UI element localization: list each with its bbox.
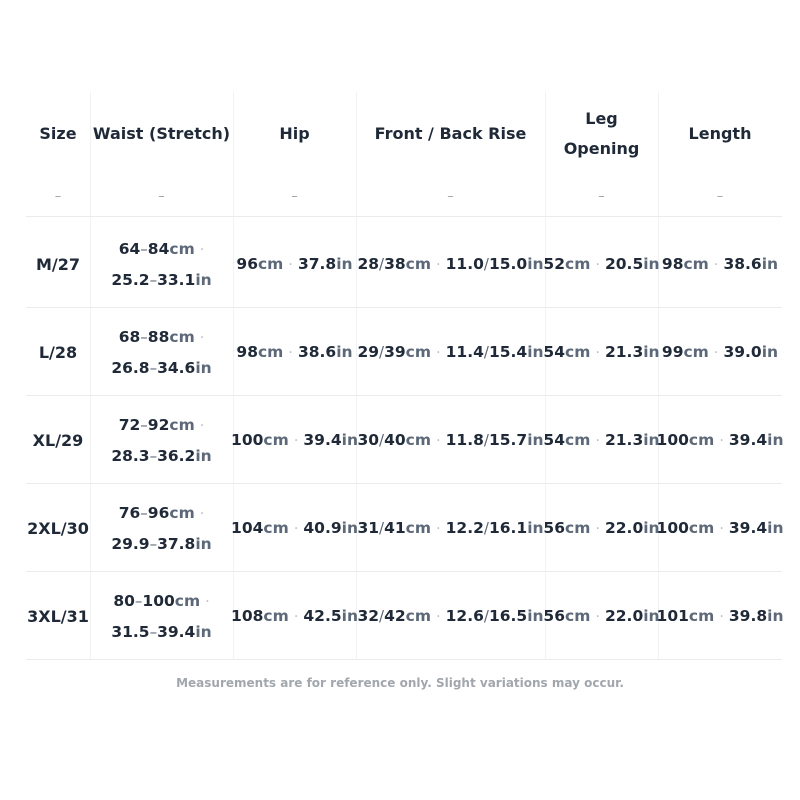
slash: /	[483, 342, 489, 361]
separator-dot: ·	[293, 608, 299, 625]
length-cm: 98	[661, 254, 684, 273]
separator-dot: ·	[436, 432, 441, 449]
header-leg-line2: Opening	[563, 139, 640, 158]
rise-front-in: 12.2	[445, 518, 484, 537]
rise-front-in: 11.8	[445, 430, 484, 449]
unit-cm: cm	[688, 518, 715, 537]
hip-cell	[233, 396, 356, 484]
leg-opening-cell	[545, 572, 658, 660]
header-size: Size	[39, 124, 77, 143]
range-dash: –	[149, 622, 158, 641]
size-cell	[26, 220, 90, 308]
length-cell	[658, 572, 782, 660]
table-row	[26, 220, 782, 308]
rise-back-cm: 38	[384, 254, 406, 273]
rise-back-in: 15.7	[488, 430, 528, 449]
header-waist: Waist (Stretch)	[92, 124, 231, 143]
waist-in-min: 28.3	[111, 446, 150, 465]
rise-cell	[356, 220, 545, 308]
unit-in: in	[767, 430, 784, 449]
header-rise: Front / Back Rise	[374, 124, 527, 143]
unit-in: in	[527, 342, 544, 361]
rise-front-cm: 28	[357, 254, 380, 273]
length-cm: 101	[656, 606, 689, 625]
hip-cm: 108	[231, 606, 264, 625]
unit-in: in	[643, 606, 660, 625]
separator-dot: ·	[293, 432, 299, 449]
hip-in: 42.5	[303, 606, 342, 625]
separator-dot: ·	[595, 608, 600, 625]
slash: /	[379, 518, 385, 537]
slash: /	[379, 254, 385, 273]
slash: /	[379, 606, 385, 625]
length-in: 39.4	[728, 430, 768, 449]
rise-cell	[356, 572, 545, 660]
waist-cell	[90, 484, 233, 572]
table-header	[26, 92, 782, 176]
separator-dot: ·	[713, 344, 719, 361]
size-cell	[26, 484, 90, 572]
waist-cell	[90, 220, 233, 308]
unit-cm: cm	[405, 430, 431, 449]
separator-dot: ·	[436, 256, 441, 273]
size-label: M/27	[35, 254, 81, 274]
unit-cm: cm	[683, 254, 709, 273]
table-row	[26, 396, 782, 484]
header-hip: Hip	[279, 124, 310, 143]
length-cell	[658, 396, 782, 484]
rise-back-cm: 42	[384, 606, 406, 625]
hip-in: 38.6	[297, 342, 337, 361]
unit-cm: cm	[263, 606, 289, 625]
separator-dot: ·	[713, 256, 719, 273]
unit-in: in	[336, 342, 353, 361]
unit-in: in	[643, 430, 660, 449]
range-dash: –	[140, 239, 148, 258]
rise-back-in: 15.4	[488, 342, 528, 361]
separator-dot: ·	[436, 344, 441, 361]
unit-cm: cm	[169, 327, 195, 346]
waist-cm-min: 68	[118, 327, 141, 346]
unit-cm: cm	[257, 342, 284, 361]
header-leg-opening	[545, 92, 658, 176]
rise-back-cm: 40	[384, 430, 406, 449]
waist-cm-min: 64	[118, 239, 141, 258]
unit-in: in	[341, 518, 358, 537]
unit-in: in	[195, 622, 212, 641]
slash: /	[483, 430, 489, 449]
leg-cm: 56	[543, 606, 565, 625]
waist-in-min: 26.8	[111, 358, 150, 377]
leg-in: 22.0	[604, 606, 644, 625]
separator-dot: ·	[205, 593, 210, 610]
unit-in: in	[643, 518, 660, 537]
separator-dot: ·	[595, 256, 600, 273]
size-cell	[26, 572, 90, 660]
unit-cm: cm	[565, 606, 591, 625]
length-cm: 100	[656, 430, 689, 449]
unit-in: in	[643, 342, 660, 361]
leg-cm: 52	[543, 254, 565, 273]
unit-in: in	[527, 254, 544, 273]
rise-back-in: 15.0	[488, 254, 528, 273]
unit-in: in	[527, 606, 544, 625]
rise-front-cm: 32	[357, 606, 380, 625]
waist-in-max: 33.1	[157, 270, 196, 289]
leg-in: 22.0	[604, 518, 644, 537]
leg-in: 21.3	[604, 342, 644, 361]
separator-dot: ·	[595, 344, 600, 361]
unit-cm: cm	[688, 430, 715, 449]
table-row	[26, 484, 782, 572]
length-in: 39.8	[728, 606, 768, 625]
unit-in: in	[643, 254, 660, 273]
rise-front-cm: 29	[357, 342, 380, 361]
range-dash: –	[149, 358, 158, 377]
row-divider	[26, 659, 782, 660]
separator-dot: ·	[199, 329, 205, 346]
slash: /	[483, 606, 489, 625]
separator-dot: ·	[436, 520, 441, 537]
unit-in: in	[195, 446, 212, 465]
rise-cell	[356, 396, 545, 484]
leg-cm: 54	[543, 342, 565, 361]
footnote: Measurements are for reference only. Slight variations may occur.	[176, 676, 624, 690]
leg-in: 20.5	[604, 254, 644, 273]
dash-placeholder: –	[158, 188, 165, 204]
unit-in: in	[195, 358, 212, 377]
size-cell	[26, 396, 90, 484]
size-label: 3XL/31	[27, 606, 89, 626]
leg-cm: 56	[543, 518, 565, 537]
waist-cell	[90, 396, 233, 484]
hip-cm: 96	[236, 254, 258, 273]
rise-front-in: 11.0	[445, 254, 484, 273]
separator-dot: ·	[288, 344, 293, 361]
slash: /	[483, 518, 489, 537]
dash-placeholder: –	[447, 188, 454, 204]
range-dash: –	[140, 415, 148, 434]
size-label: XL/29	[32, 430, 84, 450]
header-divider	[26, 216, 782, 217]
leg-opening-cell	[545, 308, 658, 396]
dash-placeholder: –	[716, 188, 724, 204]
rise-back-cm: 39	[384, 342, 406, 361]
waist-cm-max: 88	[147, 327, 170, 346]
length-cm: 99	[661, 342, 684, 361]
length-in: 38.6	[723, 254, 762, 273]
leg-cm: 54	[543, 430, 565, 449]
unit-in: in	[195, 534, 212, 553]
leg-opening-cell	[545, 396, 658, 484]
slash: /	[379, 430, 385, 449]
waist-cell	[90, 572, 233, 660]
slash: /	[483, 254, 489, 273]
range-dash: –	[134, 591, 143, 610]
unit-in: in	[761, 254, 779, 273]
length-in: 39.0	[723, 342, 762, 361]
length-cell	[658, 484, 782, 572]
unit-cm: cm	[688, 606, 715, 625]
slash: /	[379, 342, 385, 361]
unit-placeholder-row	[26, 176, 782, 216]
rise-back-cm: 41	[384, 518, 406, 537]
unit-cm: cm	[565, 342, 591, 361]
hip-cm: 98	[236, 342, 258, 361]
dash-placeholder: –	[54, 188, 62, 204]
waist-in-max: 37.8	[157, 534, 196, 553]
waist-in-max: 36.2	[157, 446, 196, 465]
unit-in: in	[527, 430, 544, 449]
unit-in: in	[336, 254, 353, 273]
range-dash: –	[140, 503, 148, 522]
length-cm: 100	[656, 518, 689, 537]
separator-dot: ·	[288, 256, 293, 273]
waist-in-max: 39.4	[157, 622, 196, 641]
size-cell	[26, 308, 90, 396]
rise-back-in: 16.5	[488, 606, 528, 625]
table-row	[26, 572, 782, 660]
separator-dot: ·	[595, 520, 600, 537]
unit-in: in	[761, 342, 779, 361]
header-length: Length	[688, 124, 752, 143]
waist-in-min: 29.9	[111, 534, 150, 553]
separator-dot: ·	[199, 241, 205, 258]
unit-cm: cm	[257, 254, 284, 273]
waist-cm-max: 96	[147, 503, 170, 522]
dash-placeholder: –	[598, 188, 605, 204]
hip-cm: 100	[231, 430, 264, 449]
waist-cm-min: 80	[113, 591, 135, 610]
waist-cm-min: 72	[118, 415, 141, 434]
separator-dot: ·	[436, 608, 441, 625]
dash-placeholder: –	[291, 188, 298, 204]
waist-cm-max: 100	[142, 591, 175, 610]
unit-cm: cm	[565, 254, 591, 273]
waist-cm-max: 92	[147, 415, 170, 434]
separator-dot: ·	[199, 505, 205, 522]
separator-dot: ·	[199, 417, 205, 434]
header-leg-line1: Leg	[585, 109, 618, 128]
unit-in: in	[195, 270, 212, 289]
hip-cell	[233, 220, 356, 308]
unit-cm: cm	[405, 342, 431, 361]
unit-cm: cm	[683, 342, 709, 361]
hip-cm: 104	[231, 518, 264, 537]
waist-in-max: 34.6	[157, 358, 196, 377]
rise-cell	[356, 308, 545, 396]
unit-cm: cm	[169, 415, 195, 434]
separator-dot: ·	[293, 520, 299, 537]
waist-cm-max: 84	[147, 239, 170, 258]
separator-dot: ·	[719, 608, 724, 625]
length-in: 39.4	[728, 518, 768, 537]
unit-cm: cm	[169, 503, 195, 522]
unit-in: in	[527, 518, 544, 537]
rise-cell	[356, 484, 545, 572]
hip-cell	[233, 572, 356, 660]
rise-back-in: 16.1	[488, 518, 528, 537]
range-dash: –	[149, 446, 158, 465]
separator-dot: ·	[719, 432, 724, 449]
hip-cell	[233, 308, 356, 396]
unit-cm: cm	[405, 254, 431, 273]
unit-cm: cm	[174, 591, 201, 610]
hip-in: 40.9	[303, 518, 342, 537]
waist-in-min: 31.5	[111, 622, 150, 641]
separator-dot: ·	[719, 520, 724, 537]
rise-front-in: 12.6	[445, 606, 484, 625]
hip-in: 37.8	[297, 254, 337, 273]
unit-in: in	[341, 430, 358, 449]
rise-front-cm: 31	[357, 518, 380, 537]
unit-cm: cm	[565, 430, 591, 449]
hip-cell	[233, 484, 356, 572]
waist-cm-min: 76	[118, 503, 141, 522]
size-label: L/28	[38, 342, 78, 362]
unit-cm: cm	[169, 239, 195, 258]
unit-in: in	[767, 606, 784, 625]
rise-front-in: 11.4	[445, 342, 484, 361]
leg-in: 21.3	[604, 430, 644, 449]
unit-cm: cm	[263, 430, 289, 449]
table-row	[26, 308, 782, 396]
waist-in-min: 25.2	[111, 270, 150, 289]
leg-opening-cell	[545, 484, 658, 572]
hip-in: 39.4	[303, 430, 342, 449]
separator-dot: ·	[595, 432, 600, 449]
unit-cm: cm	[263, 518, 289, 537]
leg-opening-cell	[545, 220, 658, 308]
unit-in: in	[767, 518, 784, 537]
waist-cell	[90, 308, 233, 396]
range-dash: –	[149, 270, 158, 289]
unit-cm: cm	[405, 606, 431, 625]
range-dash: –	[140, 327, 148, 346]
size-label: 2XL/30	[27, 518, 89, 538]
range-dash: –	[149, 534, 158, 553]
length-cell	[658, 220, 782, 308]
length-cell	[658, 308, 782, 396]
unit-cm: cm	[565, 518, 591, 537]
rise-front-cm: 30	[357, 430, 380, 449]
unit-cm: cm	[405, 518, 431, 537]
unit-in: in	[341, 606, 358, 625]
